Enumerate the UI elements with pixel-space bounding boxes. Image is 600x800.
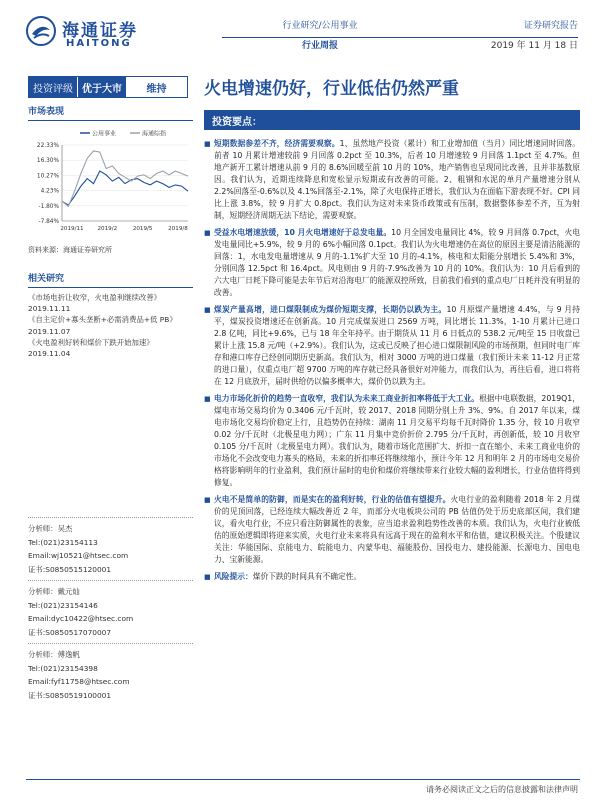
main-content [204,110,580,588]
market-performance-heading: 市场表现 [28,104,193,121]
series-line [62,151,188,206]
analyst-email[interactable]: Email:dyc10422@htsec.com [28,614,134,624]
x-tick-label: 2019/2 [97,226,118,232]
haitong-logo-icon [26,16,56,46]
logo [26,14,176,54]
analyst-card [28,643,193,702]
analyst-tel: Tel:(021)23154146 [28,600,98,610]
y-tick-label: 22.33% [36,143,59,149]
report-meta [491,18,578,51]
sidebar-spacer [28,359,193,509]
analyst-card [28,580,193,639]
analyst-cert: 证书:S0850519100001 [28,690,112,700]
analyst-name: 分析师：戴元灿 [28,587,80,597]
legend-label: 公用事业 [92,130,117,138]
related-research-list [28,292,193,359]
analyst-tel: Tel:(021)23154113 [28,537,98,547]
legend-label: 海通综指 [142,130,167,138]
footer-disclaimer: 请务必阅读正文之后的信息披露和法律声明 [426,785,578,794]
key-point: ■ 火电不是简单的防御，而是实在的盈利好转，行业的估值有望提升。火电行业的盈利随着 2018 年 2 月煤价的见顶回落，已经连续大幅改善近 2 年，而部分火电板块公司的 PB 估值仍处于历史底部区间，我们建议，看火电行业，不应只看注防御属性的表象，应当追求盈利趋势性改善的本质。我们认为，火电行业被低估的原始逻辑即将迎来实质，火电行业未来将具有远高于现在的盈利水平和估值，建议积极关注。个股建议关注：华能国际、京能电力、皖能电力、内蒙华电、福能股份、国投电力、建投能源、长源电力、国电电力、宝新能源。 [204,494,580,566]
report-title: 火电增速仍好，行业低估仍然严重 [204,79,459,99]
x-tick-label: 2019/5 [132,226,153,232]
key-point: ■ 短期数据参差不齐，经济需要观察。1、虽然地产投资（累计）和工业增加值（当月）同比增速同时回落。前者 10 月累计增速较前 9 月回落 0.2pct 至 10.3%，后者 10 月增速较 9 月回落 1.1pct 至 4.7%。但地产新开工累计增速从前 9 月的 8.6%回暖至前 10 月的 10%，地产销售也呈现同比改善，且并非基数原因。我们认为，近期连续降息和宽松显示短期或有改善的可能。2、粗钢和水泥的单月产量增速分别从 2.2%回落至-0.6%以及 4.1%回落至-2.1%，除了火电保持正增长，我们认为在面临下游表现不好。CPI 同比上涨 3.8%，较 9 月扩大 0.8pct。我们认为这对未来货币政策或有压制，数据整体参差不齐，互为射制，短期经济周期无法下结论，需要观察。 [204,138,580,222]
header-divider [222,37,578,38]
rating-value: 优于大市 [77,77,126,97]
y-tick-label: 10.27% [36,173,59,180]
series-line [62,171,188,205]
key-point: ■ 电力市场化折价的趋势一直收窄，我们认为未来工商业折扣率将低于大工业。根据中电联数据，2019Q1，煤电市场交易均价为 0.3406 元/千瓦时，较 2017、2018 同期分别上升 3%、9%。自 2017 年以来，煤电市场化交易均价稳定上行，且趋势仍在持续：湖南 11 月交易平均每千瓦时降价 1.35 分，较 10 月收窄 0.02 分/千瓦时（北极星电力网）；广东 11 月集中竞价折价 2.795 分/千瓦时，再创新低，较 10 月收窄 0.105 分/千瓦时（北极星电力网）。我们认为，随着市场化范围扩大、折扣一直在缩小、未来工商业电价的市场化不会改变电力寡头的格局，未来的折扣率还将继续缩小，预计今年 12 月和明年 2 月的市场电交易价格将影响明年的行业盈利，我们预计届时的电价和煤价将继续带来行业较大幅的盈利增长，行业估值将得到修复。 [204,393,580,489]
related-research-heading: 相关研究 [28,271,193,288]
logo-english: HAITONG [66,38,132,49]
analyst-name: 分析师：傅逸帆 [28,650,80,660]
analyst-name: 分析师：吴杰 [28,524,73,534]
key-points-heading: 投资要点： [204,110,580,130]
analyst-tel: Tel:(021)23154398 [28,663,98,673]
risk-warning: ■ 风险提示：煤价下跌的时间具有不确定性。 [204,571,580,583]
related-item[interactable]: 《市场电折让收窄，火电盈利继续改善》 2019.11.11 [28,293,162,314]
rating-status: 维持 [146,83,167,95]
sidebar [28,104,193,702]
analyst-cert: 证书:S0850515120001 [28,564,112,574]
report-type: 证券研究报告 [523,21,578,31]
investment-rating [28,76,188,98]
logo-chinese: 海通证券 [62,21,138,41]
report-category [260,18,380,51]
sub-category-label: 行业周报 [301,41,338,51]
key-point: ■ 受益水电增速放缓，10 月火电增速好于总发电量。10 月全国发电量同比 4%，较 9 月回落 0.7pct，火电发电量同比+5.9%，较 9 月的 6%小幅回落 0.1pct。我们认为火电增速仍在高位的原因主要是清洁能源的回落：1，水电发电量增速从 9 月的-1.1%扩大至 10 月的-4.1%，核电和太阳能分别增长 5.4%和 3%，分别回落 12.5pct 和 16.4pct。风电则由 9 月的-7.9%改善为 10 月的 10%。我们认为：10 月后看到的六大电厂日耗下降可能是去年节后对沿海电厂的能源双控所致，目前我们看到的重点电厂日耗并没有明显的改善。 [204,227,580,299]
line-chart [28,127,193,237]
y-tick-label: -7.84% [38,219,59,225]
rating-label: 投资评级 [29,77,77,97]
related-item[interactable]: 《自主定价+寡头垄断+必需消费品+低 PB》 2019.11.07 [28,315,177,336]
analyst-cert: 证书:S0850517070007 [28,627,112,637]
x-tick-label: 2019/8 [168,226,188,232]
market-performance-chart [28,127,193,237]
footer-divider [26,779,580,780]
report-date: 2019 年 11 月 18 日 [490,41,578,51]
analyst-email[interactable]: Email:wj10521@htsec.com [28,551,129,561]
key-point: ■ 煤炭产量高增，进口煤限制成为煤价短期支撑，长期仍以跌为主。10 月原煤产量增速 4.4%，与 9 月持平，煤炭投资增速还在创新高。10 月完成煤炭进口 2569 万吨，同比增长 11.3%，1-10 月累计已进口 2.8 亿吨，同比+9.6%，已与 18 年全年持平。由于期货从 11 月 6 日低点的 538.2 元/吨至 15 日收盘已累计上涨 15.8 元/吨（+2.9%）。我们认为，这或已反映了担心进口煤限制风险的市场预期，但同时电厂库存和港口库存已经创同期历史新高。我们认为，相对 3000 万吨的进口煤量（我们预计未来 11-12 月正常的进口量），仅重点电厂超 9700 万吨的库存就已经具备很好对冲能力，而我们认为，再往后看，进口将将在 12 月底放开，届时供给仍以偏多概率大，煤价仍以跌为主。 [204,304,580,388]
x-tick-label: 2019/11 [60,226,84,232]
report-header [0,0,600,60]
y-tick-label: -1.80% [38,203,59,210]
analyst-email[interactable]: Email:fyf11758@htsec.com [28,677,130,687]
y-tick-label: 16.30% [36,158,59,165]
category-label: 行业研究/公用事业 [282,21,358,31]
chart-source: 资料来源：海通证券研究所 [28,246,112,254]
related-item[interactable]: 《火电盈利好转和煤价下跌开始加速》 2019.11.04 [28,337,154,359]
analyst-card [28,517,193,576]
y-tick-label: 4.23% [40,188,59,195]
key-points-list [204,138,580,583]
